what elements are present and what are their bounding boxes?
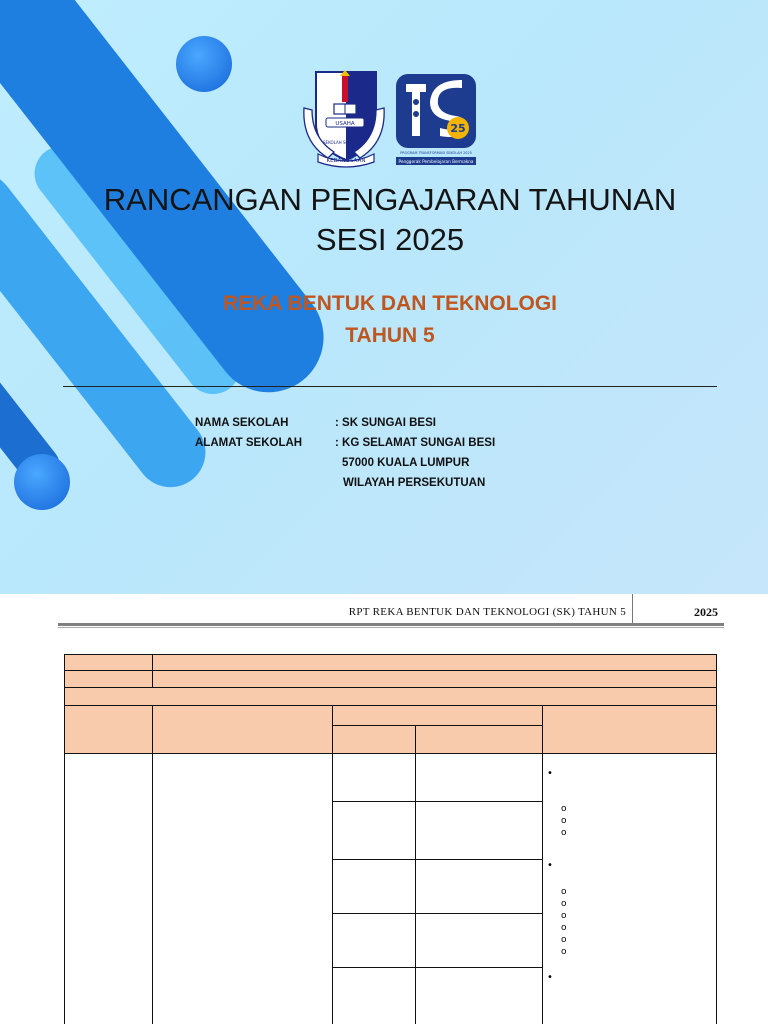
table-cell	[542, 753, 717, 1024]
school-crest-logo	[298, 68, 390, 168]
school-address-line-3: WILAYAH PERSEKUTUAN	[343, 477, 486, 489]
table-cell	[332, 801, 416, 860]
bullet-disc: •	[547, 860, 553, 871]
pts-subtitle: Penggerak Pembelajaran Bermakna	[398, 159, 474, 164]
header-rule	[58, 623, 724, 626]
table-cell	[332, 859, 416, 914]
table-cell	[152, 670, 717, 688]
table-cell	[64, 654, 153, 671]
table-cell	[415, 859, 543, 914]
table-cell	[415, 801, 543, 860]
school-address-line-1: : KG SELAMAT SUNGAI BESI	[335, 437, 496, 449]
table-header-cell	[332, 725, 416, 754]
logo-group	[298, 68, 480, 168]
bullet-circle: o	[561, 899, 567, 909]
crest-motto: USAHA	[335, 121, 355, 127]
table-cell	[415, 753, 543, 802]
table-cell	[152, 654, 717, 671]
crest-ring-text: SEKOLAH SG BESI KL	[323, 140, 365, 145]
pts-tagline: PROGRAM TRANSFORMASI SEKOLAH 2025	[400, 151, 472, 155]
rpt-table-page	[0, 594, 768, 1024]
table-header-cell	[542, 705, 717, 754]
subject-title	[0, 288, 768, 352]
document-title	[0, 180, 768, 260]
table-cell	[415, 913, 543, 968]
header-separator	[632, 594, 633, 624]
table-cell	[152, 753, 333, 1024]
subject-line-1: REKA BENTUK DAN TEKNOLOGI	[222, 292, 558, 315]
bullet-circle: o	[561, 804, 567, 814]
pts-2025-logo	[392, 70, 480, 166]
school-address-line-2: 57000 KUALA LUMPUR	[342, 457, 470, 469]
school-name-label: NAMA SEKOLAH	[195, 417, 289, 429]
page-header-year: 2025	[694, 605, 718, 619]
table-cell	[415, 967, 543, 1024]
decorative-circle	[176, 36, 232, 92]
school-name-value: : SK SUNGAI BESI	[335, 417, 436, 429]
crest-banner: KEBANGSAAN	[326, 158, 366, 164]
pts-number: 25	[450, 122, 466, 135]
table-cell	[332, 967, 416, 1024]
bullet-circle: o	[561, 947, 567, 957]
bullet-disc: •	[547, 768, 553, 779]
decorative-circle	[14, 454, 70, 510]
school-info	[195, 413, 495, 493]
bullet-circle: o	[561, 935, 567, 945]
subject-line-2: TAHUN 5	[345, 324, 435, 347]
table-header-cell	[415, 725, 543, 754]
table-cell	[64, 753, 153, 1024]
bullet-circle: o	[561, 887, 567, 897]
table-header-cell	[152, 705, 333, 754]
bullet-disc: •	[547, 972, 553, 983]
header-rule	[58, 627, 724, 628]
table-cell	[64, 670, 153, 688]
table-cell	[64, 687, 717, 706]
divider-line	[63, 386, 717, 387]
bullet-circle: o	[561, 911, 567, 921]
bullet-circle: o	[561, 816, 567, 826]
bullet-circle: o	[561, 923, 567, 933]
table-header-cell	[64, 705, 153, 754]
school-address-label: ALAMAT SEKOLAH	[195, 437, 303, 449]
table-header-cell	[332, 705, 543, 726]
title-line-2: SESI 2025	[315, 222, 465, 257]
table-cell	[332, 913, 416, 968]
title-line-1: RANCANGAN PENGAJARAN TAHUNAN	[103, 182, 677, 217]
table-cell	[332, 753, 416, 802]
page-header-title: RPT REKA BENTUK DAN TEKNOLOGI (SK) TAHUN 5	[348, 606, 626, 618]
bullet-circle: o	[561, 828, 567, 838]
